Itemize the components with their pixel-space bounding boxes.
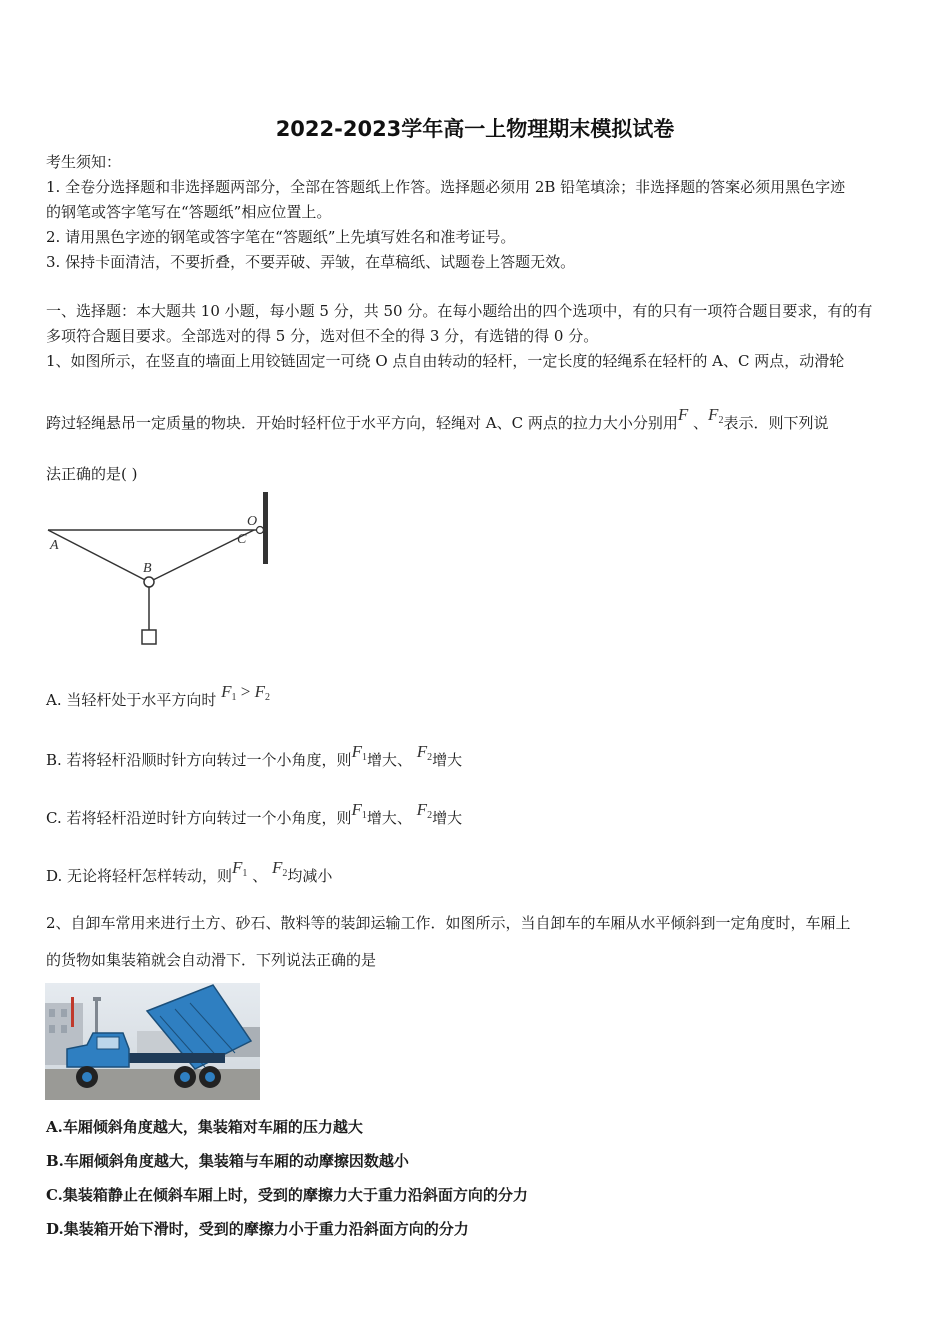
q1-option-d-f2 (272, 858, 287, 877)
q2-option-a: A.车厢倾斜角度越大，集装箱对车厢的压力越大 (46, 1118, 363, 1136)
q1-option-c-mid: 增大、 (366, 809, 412, 827)
label-a: A (50, 538, 59, 553)
q2-option-d: D.集装箱开始下滑时，受到的摩擦力小于重力沿斜面方向的分力 (46, 1220, 469, 1238)
q1-symbol-f2-letter: F (708, 405, 719, 424)
q1-option-c-text: C. 若将轻杆沿逆时针方向转过一个小角度，则 (46, 809, 352, 827)
q1-option-a-f1: F (221, 682, 232, 701)
label-b: B (143, 561, 152, 576)
q1-option-d-f1-sub: 1 (242, 868, 248, 879)
q2-option-c: C.集装箱静止在倾斜车厢上时，受到的摩擦力大于重力沿斜面方向的分力 (46, 1186, 528, 1204)
q1-option-c (46, 800, 463, 834)
rope-left (48, 530, 149, 582)
q1-option-a-text: A. 当轻杆处于水平方向时 (46, 691, 217, 709)
q1-option-c-f2 (417, 800, 432, 819)
q1-stem-line-2-text: 跨过轻绳悬吊一定质量的物块．开始时轻杆位于水平方向，轻绳对 A、C 两点的拉力大小分别用 (46, 414, 678, 432)
q1-symbol-f2-sub: 2 (718, 415, 724, 426)
pulley-icon (144, 577, 154, 587)
q2-dump-truck-photo (45, 983, 260, 1100)
q1-option-b-f2-sub: 2 (427, 752, 433, 763)
q1-figure (44, 490, 274, 650)
q1-option-a-s2: 2 (265, 692, 271, 703)
q1-stem-line-1: 1、如图所示，在竖直的墙面上用铰链固定一可绕 O 点自由转动的轻杆，一定长度的轻绳系在轻杆的 A、C 两点，动滑轮 (46, 352, 845, 370)
label-o: O (247, 514, 258, 529)
q1-stem-line-3: 法正确的是( ) (46, 465, 138, 483)
q1-option-a-math (221, 682, 270, 701)
q1-option-c-f1 (351, 800, 366, 819)
section1-line-2: 多项符合题目要求。全部选对的得 5 分，选对但不全的得 3 分，有选错的得 0 分。 (46, 327, 599, 345)
q1-option-b-f2 (417, 742, 432, 761)
q1-option-d-f1 (232, 858, 247, 877)
q1-option-d-mid: 、 (252, 867, 268, 885)
q1-option-d-f2-letter: F (272, 858, 283, 877)
q1-symbol-f2 (708, 405, 723, 424)
q1-option-b-f1-letter: F (351, 742, 362, 761)
q1-option-b-mid: 增大、 (366, 751, 412, 769)
q1-option-d-f2-sub: 2 (282, 868, 288, 879)
flag-pole (71, 997, 74, 1027)
hinge-icon (257, 527, 264, 534)
notice-heading: 考生须知： (46, 153, 122, 171)
q1-symbol-f1: F (677, 405, 689, 424)
wall-icon (263, 492, 268, 564)
notice-item-2: 2. 请用黑色字迹的钢笔或答字笔在“答题纸”上先填写姓名和准考证号。 (46, 228, 516, 246)
q1-option-a-f2: F (254, 682, 266, 701)
lamp-post (95, 997, 98, 1037)
cab-window (97, 1037, 119, 1049)
section1-line-1: 一、选择题：本大题共 10 小题，每小题 5 分，共 50 分。在每小题给出的四个选项中，有的只有一项符合题目要求，有的有 (46, 302, 873, 320)
q1-option-d (46, 858, 333, 892)
q1-option-c-f2-letter: F (416, 800, 428, 819)
q1-option-d-post: 均减小 (287, 867, 333, 885)
q1-option-d-f1-letter: F (232, 858, 243, 877)
q1-option-b-f1 (352, 742, 367, 761)
q1-option-b-f2-letter: F (416, 742, 428, 761)
q2-stem-line-1: 2、自卸车常用来进行土方、砂石、散料等的装卸运输工作．如图所示，当自卸车的车厢从水平倾斜到一定角度时，车厢上 (46, 914, 851, 932)
block-icon (142, 630, 156, 644)
q1-option-c-f1-letter: F (351, 800, 362, 819)
q1-stem-line-2 (46, 405, 829, 439)
q1-option-c-post: 增大 (432, 809, 463, 827)
notice-item-3: 3. 保持卡面清洁，不要折叠，不要弄破、弄皱，在草稿纸、试题卷上答题无效。 (46, 253, 576, 271)
q1-separator: 、 (693, 414, 709, 432)
q2-stem-line-2: 的货物如集装箱就会自动滑下．下列说法正确的是 (46, 951, 377, 969)
q1-option-b-text: B. 若将轻杆沿顺时针方向转过一个小角度，则 (46, 751, 352, 769)
q1-option-a-s1: 1 (231, 692, 237, 703)
notice-item-1-cont: 的钢笔或答字笔写在“答题纸”相应位置上。 (46, 203, 332, 221)
q1-option-a (46, 682, 271, 716)
q1-option-c-f1-sub: 1 (361, 810, 367, 821)
q1-option-a-op: > (240, 682, 251, 701)
label-c: C (237, 532, 247, 547)
q1-stem-line-2-end: 表示．则下列说 (723, 414, 829, 432)
page-title: 2022-2023学年高一上物理期末模拟试卷 (275, 117, 675, 141)
q1-option-b-f1-sub: 1 (361, 752, 367, 763)
q1-option-b (46, 742, 463, 776)
q1-option-c-f2-sub: 2 (427, 810, 433, 821)
q1-option-b-post: 增大 (432, 751, 463, 769)
notice-item-1: 1. 全卷分选择题和非选择题两部分，全部在答题纸上作答。选择题必须用 2B 铅笔填涂；非选择题的答案必须用黑色字迹 (46, 178, 846, 196)
q1-option-d-text: D. 无论将轻杆怎样转动，则 (46, 867, 233, 885)
q2-option-b: B.车厢倾斜角度越大，集装箱与车厢的动摩擦因数越小 (46, 1152, 409, 1170)
